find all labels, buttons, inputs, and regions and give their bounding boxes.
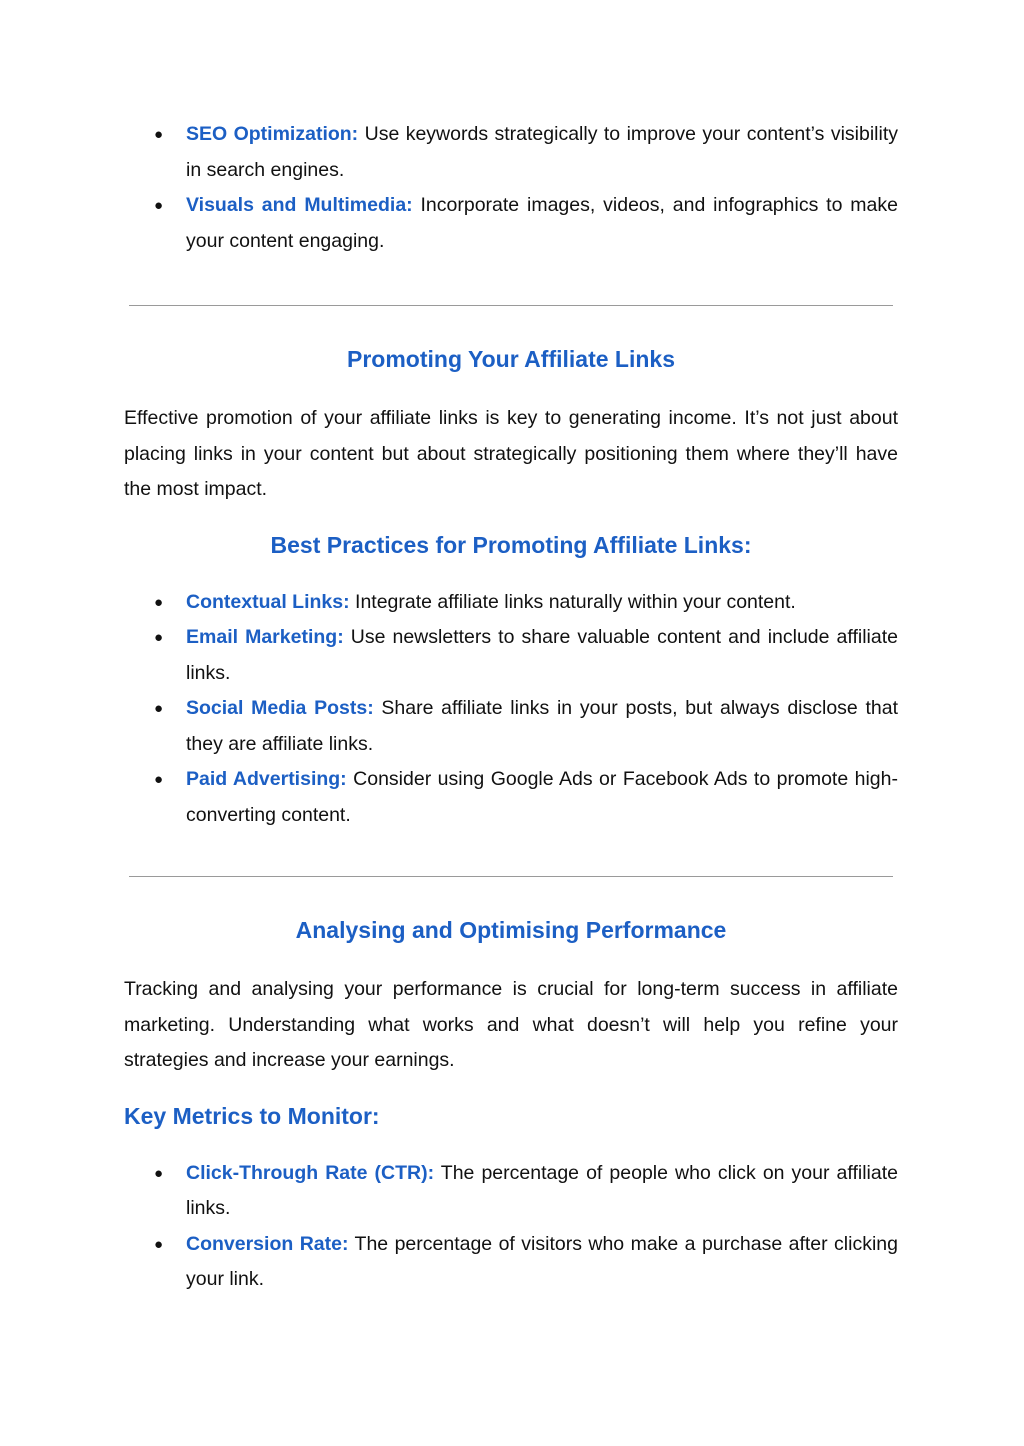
item-term: Email Marketing:	[186, 626, 344, 648]
list-item	[124, 585, 898, 621]
best-practices-list	[124, 585, 898, 834]
item-text: Use keywords strategically to improve your content’s visibility in search engines.	[186, 123, 898, 181]
item-term: SEO Optimization:	[186, 123, 359, 145]
item-term: Paid Advertising:	[186, 768, 347, 790]
list-item	[124, 117, 898, 188]
item-term: Social Media Posts:	[186, 697, 374, 719]
bullet-icon: ●	[154, 1235, 164, 1253]
bullet-icon: ●	[154, 629, 164, 646]
list-item	[124, 762, 898, 833]
bullet-icon: ●	[154, 593, 164, 611]
section-intro: Tracking and analysing your performance is crucial for long-term success in affiliate marketing. Understanding what works and what doesn’t will help you refine your strategies and increase your earnings.	[124, 978, 898, 1071]
bullet-icon: ●	[154, 126, 164, 143]
section-divider	[129, 305, 893, 306]
bullet-icon: ●	[154, 1164, 164, 1182]
item-term: Contextual Links:	[186, 590, 350, 613]
document-page	[124, 117, 898, 1298]
item-text: The percentage of visitors who make a purchase after clicking your link.	[186, 1232, 898, 1290]
item-term: Click-Through Rate (CTR):	[186, 1161, 435, 1184]
bullet-icon: ●	[154, 197, 164, 214]
section-heading: Promoting Your Affiliate Links	[347, 346, 675, 372]
item-text: Use newsletters to share valuable content and include affiliate links.	[186, 626, 898, 684]
item-text: Integrate affiliate links naturally within your content.	[349, 590, 796, 613]
section-heading: Analysing and Optimising Performance	[295, 917, 727, 943]
section-intro: Effective promotion of your affiliate links is key to generating income. It’s not just about placing links in your content but about strategically positioning them where they’ll have the most impact.	[124, 407, 898, 500]
item-term: Visuals and Multimedia:	[186, 194, 413, 216]
list-item	[124, 1227, 898, 1298]
item-text: The percentage of people who click on your affiliate links.	[186, 1161, 898, 1219]
bullet-icon: ●	[154, 700, 164, 717]
content-tips-list	[124, 117, 898, 259]
item-text: Consider using Google Ads or Facebook Ads to promote high-converting content.	[186, 768, 898, 826]
key-metrics-list	[124, 1156, 898, 1298]
subsection-heading: Best Practices for Promoting Affiliate Links:	[270, 531, 752, 558]
list-item	[124, 1156, 898, 1227]
item-term: Conversion Rate:	[186, 1232, 349, 1255]
item-text: Share affiliate links in your posts, but always disclose that they are affiliate links.	[186, 697, 898, 755]
subsection-heading: Key Metrics to Monitor:	[124, 1102, 380, 1129]
list-item	[124, 691, 898, 762]
bullet-icon: ●	[154, 771, 164, 788]
section-divider	[129, 876, 893, 877]
list-item	[124, 188, 898, 259]
list-item	[124, 620, 898, 691]
item-text: Incorporate images, videos, and infographics to make your content engaging.	[186, 194, 898, 252]
